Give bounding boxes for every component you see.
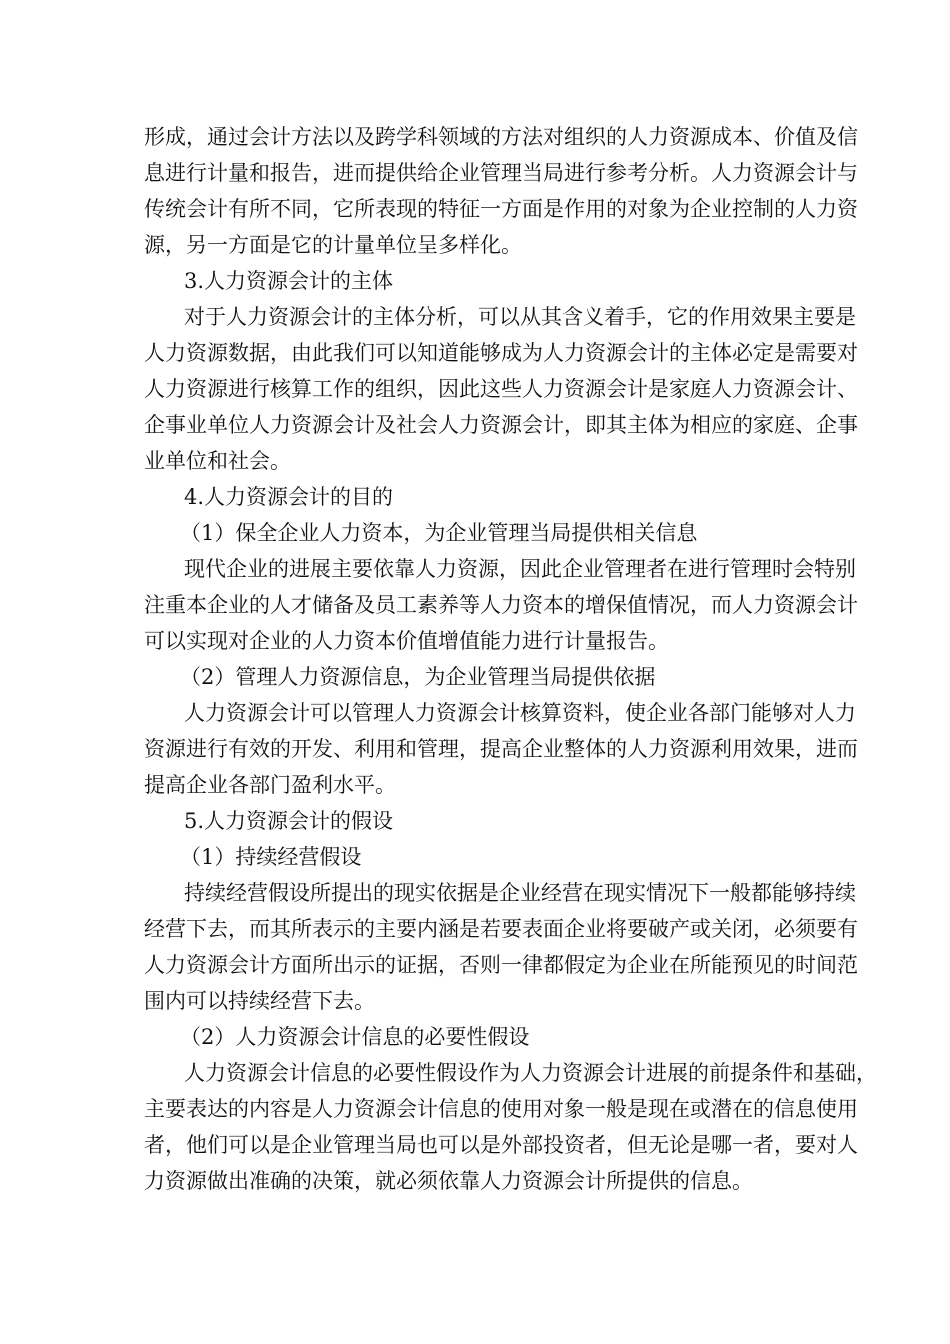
paragraph-line: 力资源做出准确的决策，就必须依靠人力资源会计所提供的信息。 — [144, 1169, 753, 1193]
paragraph-line: 现代企业的进展主要依靠人力资源，因此企业管理者在进行管理时会特别 — [184, 557, 856, 581]
paragraph-line: 可以实现对企业的人力资本价值增值能力进行计量报告。 — [144, 629, 669, 653]
paragraph-line: 持续经营假设所提出的现实依据是企业经营在现实情况下一般都能够持续 — [184, 881, 856, 905]
paragraph-line: 人力资源进行核算工作的组织，因此这些人力资源会计是家庭人力资源会计、 — [144, 377, 858, 401]
paragraph-line: 传统会计有所不同，它所表现的特征一方面是作用的对象为企业控制的人力资 — [144, 197, 858, 221]
paragraph-line: 主要表达的内容是人力资源会计信息的使用对象一般是现在或潜在的信息使用 — [144, 1097, 858, 1121]
paragraph-line: 源，另一方面是它的计量单位呈多样化。 — [144, 233, 522, 257]
section-heading: 5.人力资源会计的假设 — [184, 809, 394, 833]
paragraph-line: 经营下去，而其所表示的主要内涵是若要表面企业将要破产或关闭，必须要有 — [144, 917, 858, 941]
sub-heading: （2）管理人力资源信息，为企业管理当局提供依据 — [180, 665, 656, 689]
paragraph-line: 形成，通过会计方法以及跨学科领域的方法对组织的人力资源成本、价值及信 — [144, 125, 858, 149]
paragraph-line: 企事业单位人力资源会计及社会人力资源会计，即其主体为相应的家庭、企事 — [144, 413, 858, 437]
paragraph-line: 业单位和社会。 — [144, 449, 291, 473]
paragraph-line: 人力资源会计方面所出示的证据，否则一律都假定为企业在所能预见的时间范 — [144, 953, 858, 977]
section-heading: 4.人力资源会计的目的 — [184, 485, 394, 509]
paragraph-line: 提高企业各部门盈利水平。 — [144, 773, 396, 797]
paragraph-line: 人力资源会计信息的必要性假设作为人力资源会计进展的前提条件和基础， — [184, 1061, 877, 1085]
paragraph-line: 人力资源会计可以管理人力资源会计核算资料，使企业各部门能够对人力 — [184, 701, 856, 725]
sub-heading: （2）人力资源会计信息的必要性假设 — [180, 1025, 530, 1049]
sub-heading: （1）保全企业人力资本，为企业管理当局提供相关信息 — [180, 521, 698, 545]
paragraph-line: 注重本企业的人才储备及员工素养等人力资本的增保值情况，而人力资源会计 — [144, 593, 858, 617]
paragraph-line: 围内可以持续经营下去。 — [144, 989, 375, 1013]
paragraph-line: 对于人力资源会计的主体分析，可以从其含义着手，它的作用效果主要是 — [184, 305, 856, 329]
section-heading: 3.人力资源会计的主体 — [184, 269, 394, 293]
paragraph-line: 人力资源数据，由此我们可以知道能够成为人力资源会计的主体必定是需要对 — [144, 341, 858, 365]
paragraph-line: 息进行计量和报告，进而提供给企业管理当局进行参考分析。人力资源会计与 — [144, 161, 858, 185]
paragraph-line: 资源进行有效的开发、利用和管理，提高企业整体的人力资源利用效果，进而 — [144, 737, 858, 761]
paragraph-line: 者，他们可以是企业管理当局也可以是外部投资者，但无论是哪一者，要对人 — [144, 1133, 858, 1157]
sub-heading: （1）持续经营假设 — [180, 845, 362, 869]
